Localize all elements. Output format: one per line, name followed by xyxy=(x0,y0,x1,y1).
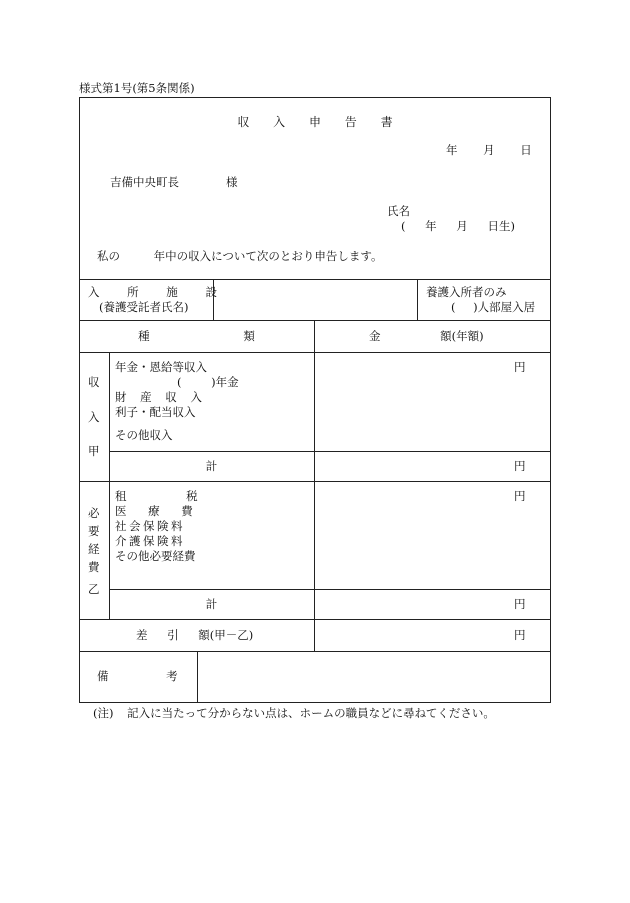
footnote: (注) 記入に当たって分からない点は、ホームの職員などに尋ねてください。 xyxy=(93,706,495,720)
form-title: 収 入 申 告 書 xyxy=(237,115,393,129)
expense-char: 費 xyxy=(88,560,100,574)
income-yen: 円 xyxy=(514,360,526,374)
difference-amount-field[interactable] xyxy=(315,620,550,651)
birth-date-line: ( 年 月 日生) xyxy=(401,219,515,233)
income-amount-field[interactable] xyxy=(315,353,550,451)
remarks-field[interactable] xyxy=(198,652,550,702)
expense-yen: 円 xyxy=(514,489,526,503)
form-number: 様式第1号(第5条関係) xyxy=(79,81,195,95)
addressee-name: 吉備中央町長 xyxy=(110,175,179,189)
income-char: 入 xyxy=(88,410,100,424)
expense-char: 要 xyxy=(88,524,100,538)
expense-total-yen: 円 xyxy=(514,597,526,611)
expense-char: 乙 xyxy=(88,582,100,596)
difference-label: 差 引 額(甲－乙) xyxy=(136,628,254,642)
difference-yen: 円 xyxy=(514,628,526,642)
expense-item: 医 療 費 xyxy=(115,504,193,518)
income-char: 甲 xyxy=(88,444,100,458)
income-item: その他収入 xyxy=(115,428,173,442)
facility-name-field[interactable] xyxy=(214,280,417,320)
income-total-yen: 円 xyxy=(514,459,526,473)
income-char: 収 xyxy=(88,375,100,389)
income-item: 年金・恩給等収入 xyxy=(115,360,207,374)
expense-item: 社会保険料 xyxy=(115,519,185,533)
room-label: ( )人部屋入居 xyxy=(451,300,536,314)
expense-total-label: 計 xyxy=(205,597,218,611)
applicant-name-label: 氏名 xyxy=(387,204,410,218)
yogo-only-label: 養護入所者のみ xyxy=(426,285,507,299)
expense-item: 介護保険料 xyxy=(115,534,185,548)
income-item: 財 産 収 入 xyxy=(115,390,202,404)
header-amount: 金 額(年額) xyxy=(369,329,484,343)
income-total-label: 計 xyxy=(205,459,218,473)
income-item: ( )年金 xyxy=(177,375,239,389)
remarks-label: 備 考 xyxy=(97,669,178,683)
declaration: 私の 年中の収入について次のとおり申告します。 xyxy=(97,249,383,263)
header-type: 種 類 xyxy=(138,329,255,343)
expense-char: 経 xyxy=(88,542,100,556)
expense-char: 必 xyxy=(88,506,100,520)
expense-item: 租 税 xyxy=(115,489,198,503)
facility-sublabel: (養護受託者氏名) xyxy=(99,300,189,314)
expense-item: その他必要経費 xyxy=(115,549,196,563)
facility-label: 入 所 施 設 xyxy=(88,285,217,299)
expense-amount-field[interactable] xyxy=(315,482,550,589)
date-line: 年 月 日 xyxy=(446,143,532,157)
addressee-title: 様 xyxy=(226,175,238,189)
income-item: 利子・配当収入 xyxy=(115,405,196,419)
